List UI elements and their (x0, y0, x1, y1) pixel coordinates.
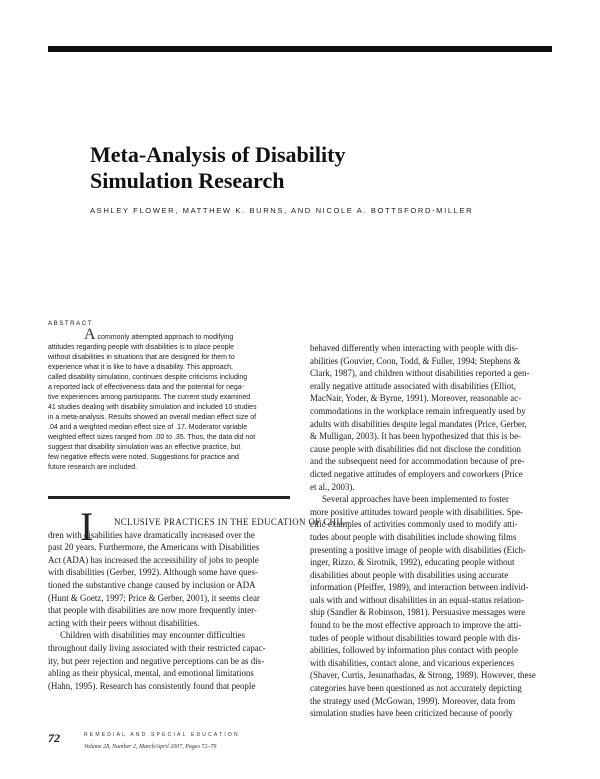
body-line: that people with disabilities are now more frequently inter- (48, 605, 257, 616)
body-line: abilities, followed by information plus contact with people (310, 645, 519, 656)
body-line: acting with their peers without disabilities. (48, 617, 200, 628)
body-line: tudes about people with disabilities include showing films (310, 531, 517, 542)
abstract-line: attitudes regarding people with disabilities is to place people (48, 344, 235, 351)
abstract-line: weighted effect sizes ranged from .00 to .35. Thus, the data did not (48, 434, 256, 441)
body-line: information (Pfeiffer, 1989), and interaction between individ- (310, 582, 529, 593)
title-line-2: Simulation Research (90, 168, 285, 193)
left-column (48, 516, 349, 692)
body-line: disabilities about people with disabilities using accurate (310, 569, 509, 580)
body-line: Children with disabilities may encounter difficulties (60, 630, 245, 641)
author-list: ASHLEY FLOWER, MATTHEW K. BURNS, AND NICOLE A. BOTTSFORD-MILLER (90, 206, 474, 215)
body-line: abilities (Gouvier, Coon, Todd, & Fuller, 1994; Stephens & (310, 355, 521, 366)
body-line: tudes of people without disabilities toward people with dis- (310, 632, 521, 643)
body-line: erally negative attitude associated with disabilities (Elliot, (310, 380, 516, 391)
abstract-line: .04 and a weighted median effect size of .17. Moderator variable (48, 424, 248, 431)
body-line: dren with disabilities have dramatically increased over the (48, 529, 255, 540)
body-line: dicted negative attitudes of employers and coworkers (Price (310, 468, 523, 479)
body-line: categories have been questioned as not accurately depicting (310, 683, 522, 694)
title-line-1: Meta-Analysis of Disability (90, 142, 346, 167)
body-line: ship (Sandler & Robinson, 1981). Persuasive messages were (310, 607, 526, 618)
abstract-line: a reported lack of effectiveness data and the potential for nega- (48, 384, 244, 391)
body-line: the strategy used (McGowan, 1999). Moreover, data from (310, 695, 516, 706)
body-line: MacNair, Yoder, & Byrne, 1991). Moreover, reasonable ac- (310, 393, 522, 404)
abstract-line: experience what it is like to have a disability. This approach, (48, 364, 233, 371)
abstract-line: future research are included. (48, 464, 138, 471)
abstract-line: suggest that disability simulation was an effective practice, but (48, 444, 241, 451)
body-line: Several approaches have been implemented to foster (322, 494, 509, 505)
article-title (90, 142, 530, 194)
body-line: and the subsequent need for accommodation because of pre- (310, 456, 525, 467)
body-line: commodations in the workplace remain infrequently used by (310, 405, 526, 416)
abstract-line: few negative effects were noted. Suggestions for practice and (48, 454, 239, 461)
body-line: adults with disabilities despite legal mandates (Price, Gerber, (310, 418, 527, 429)
body-line: cause people with disabilities did not disclose the condition (310, 443, 521, 454)
abstract-rule (48, 496, 290, 499)
body-line: with disabilities (Gerber, 1992). Although some have ques- (48, 567, 258, 578)
body-line: inger, Rizzo, & Sirotnik, 1992), educating people without (310, 557, 515, 568)
body-line: throughout daily living associated with their restricted capac- (48, 642, 266, 653)
journal-name: REMEDIAL AND SPECIAL EDUCATION (84, 732, 240, 738)
abstract-line: without disabilities in situations that are designed for them to (48, 354, 235, 361)
body-line: (Hunt & Goetz, 1997; Price & Gerber, 2001), it seems clear (48, 592, 260, 603)
drop-cap: I (80, 504, 94, 549)
issue-info: Volume 28, Number 2, March/April 2007, Pages 72–79 (84, 744, 217, 750)
body-line: (Shaver, Curtis, Jesunathadas, & Strong, 1989). However, these (310, 670, 536, 681)
top-rule (48, 46, 552, 52)
abstract-line: 41 studies dealing with disability simulation and included 10 studies (48, 404, 257, 411)
body-line: with disabilities, contact alone, and vicarious experiences (310, 657, 515, 668)
body-line: ity, but peer rejection and negative perceptions can be as dis- (48, 655, 265, 666)
abstract-first-line (48, 326, 280, 343)
body-line: found to be the most effective approach to improve the atti- (310, 620, 522, 631)
body-line: more positive attitudes toward people with disabilities. Spe- (310, 506, 523, 517)
page-number: 72 (48, 731, 60, 745)
body-line: presenting a positive image of people with disabilities (Eich- (310, 544, 526, 555)
body-line: past 20 years. Furthermore, the Americans with Disabilities (48, 542, 260, 553)
body-line: abling as their physical, mental, and emotional limitations (48, 668, 254, 679)
abstract (48, 326, 280, 473)
body-line: uals with and without disabilities in an equal-status relation- (310, 594, 524, 605)
body-line: & Mulligan, 2003). It has been hypothesized that this is be- (310, 431, 521, 442)
body-line: (Hahn, 1995). Research has consistently found that people (48, 680, 256, 691)
abstract-line: tive experiences among participants. The current study examined (48, 394, 251, 401)
abstract-first-text: commonly attempted approach to modifying (95, 334, 234, 341)
opening-line: NCLUSIVE PRACTICES IN THE EDUCATION OF CHIL- (114, 517, 349, 527)
body-line: cific examples of activities commonly used to modify atti- (310, 519, 518, 530)
body-line: tioned the substantive change caused by inclusion or ADA (48, 579, 256, 590)
abstract-line: in a meta-analysis. Results showed an overall median effect size of (48, 414, 257, 421)
body-line: simulation studies have been criticized because of poorly (310, 708, 513, 719)
abstract-line: called disability simulation, continues despite criticisms including (48, 374, 248, 381)
right-column (310, 342, 552, 720)
body-line: behaved differently when interacting with people with dis- (310, 343, 519, 353)
body-line: Act (ADA) has increased the accessibility of jobs to people (48, 554, 259, 565)
body-line: et al., 2003). (310, 481, 355, 492)
abstract-label: ABSTRACT (48, 320, 94, 327)
body-line: Clark, 1987), and children without disabilities reported a gen- (310, 368, 530, 379)
abstract-initial: A (84, 326, 96, 343)
